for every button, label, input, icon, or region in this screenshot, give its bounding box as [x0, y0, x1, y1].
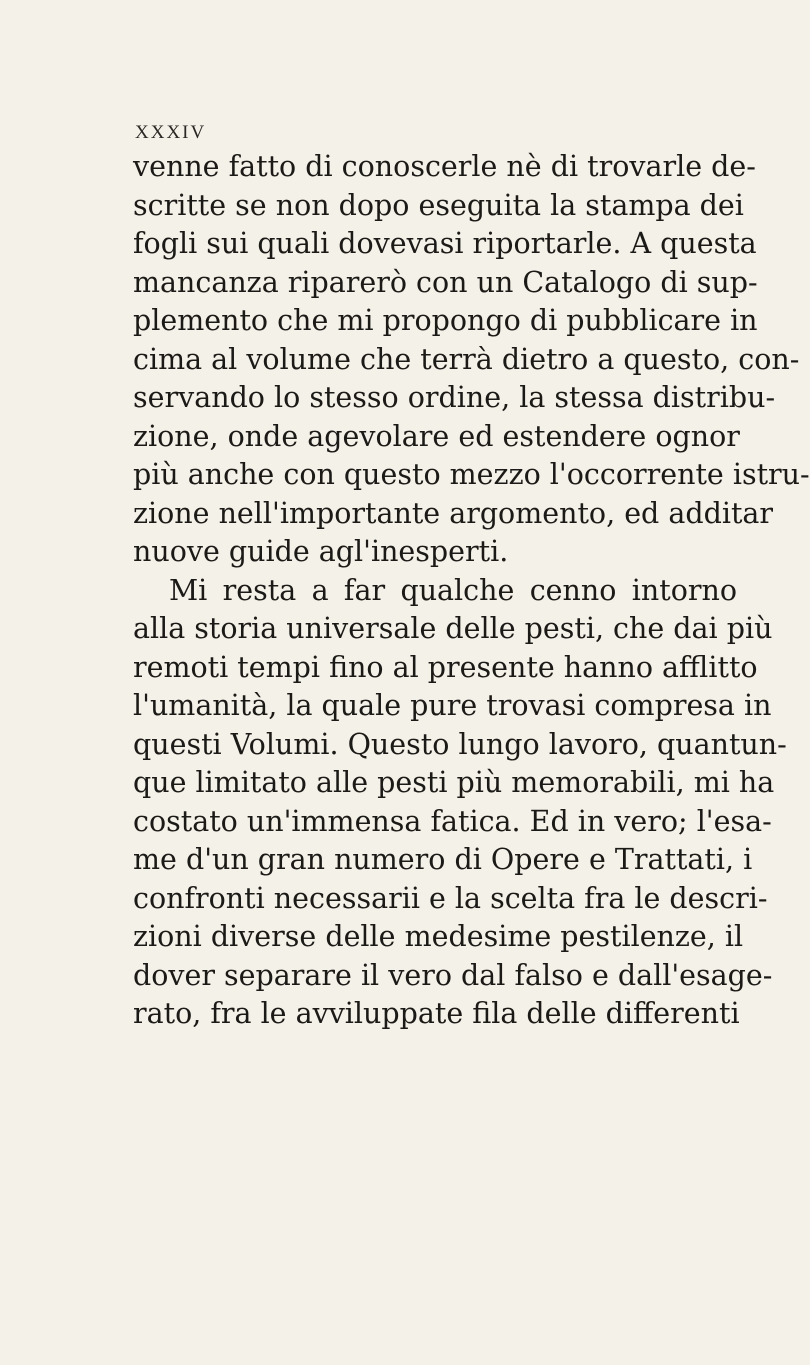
- page-number: XXXIV: [135, 122, 207, 143]
- text-line: venne fatto di conoscerle nè di trovarle de-: [133, 150, 756, 183]
- text-line: alla storia universale delle pesti, che dai più: [133, 612, 773, 645]
- text-line: cima al volume che terrà dietro a questo, con-: [133, 342, 800, 376]
- text-line: costato un'immensa fatica. Ed in vero; l'esa-: [133, 804, 772, 838]
- text-line: servando lo stesso ordine, la stessa distribu-: [133, 381, 776, 414]
- text-line: nuove guide agl'inesperti.: [133, 535, 509, 568]
- text-line: zione, onde agevolare ed estendere ognor: [133, 419, 740, 453]
- text-line: questi Volumi. Questo lungo lavoro, quantun-: [133, 727, 787, 761]
- text-line: l'umanità, la quale pure trovasi compresa in: [133, 689, 772, 722]
- text-line: più anche con questo mezzo l'occorrente istru-: [133, 458, 810, 491]
- text-line: me d'un gran numero di Opere e Trattati, i: [133, 843, 753, 876]
- text-line: dover separare il vero dal falso e dall'esage-: [133, 958, 773, 992]
- text-line: que limitato alle pesti più memorabili, mi ha: [133, 766, 775, 799]
- text-line: zione nell'importante argomento, ed additar: [133, 496, 774, 530]
- text-line: mancanza riparerò con un Catalogo di sup-: [133, 265, 758, 299]
- text-line: rato, fra le avviluppate fila delle differenti: [133, 997, 740, 1030]
- text-line: confronti necessarii e la scelta fra le descri-: [133, 881, 768, 915]
- text-line: fogli sui quali dovevasi riportarle. A questa: [133, 227, 757, 260]
- paragraph-start-line: Mi resta a far qualche cenno intorno: [169, 573, 737, 607]
- text-line: plemento che mi propongo di pubblicare in: [133, 304, 758, 337]
- text-line: scritte se non dopo eseguita la stampa dei: [133, 188, 744, 222]
- body-text: [133, 148, 810, 1034]
- text-line: remoti tempi fino al presente hanno afflitto: [133, 650, 758, 684]
- text-line: zioni diverse delle medesime pestilenze, il: [133, 920, 744, 953]
